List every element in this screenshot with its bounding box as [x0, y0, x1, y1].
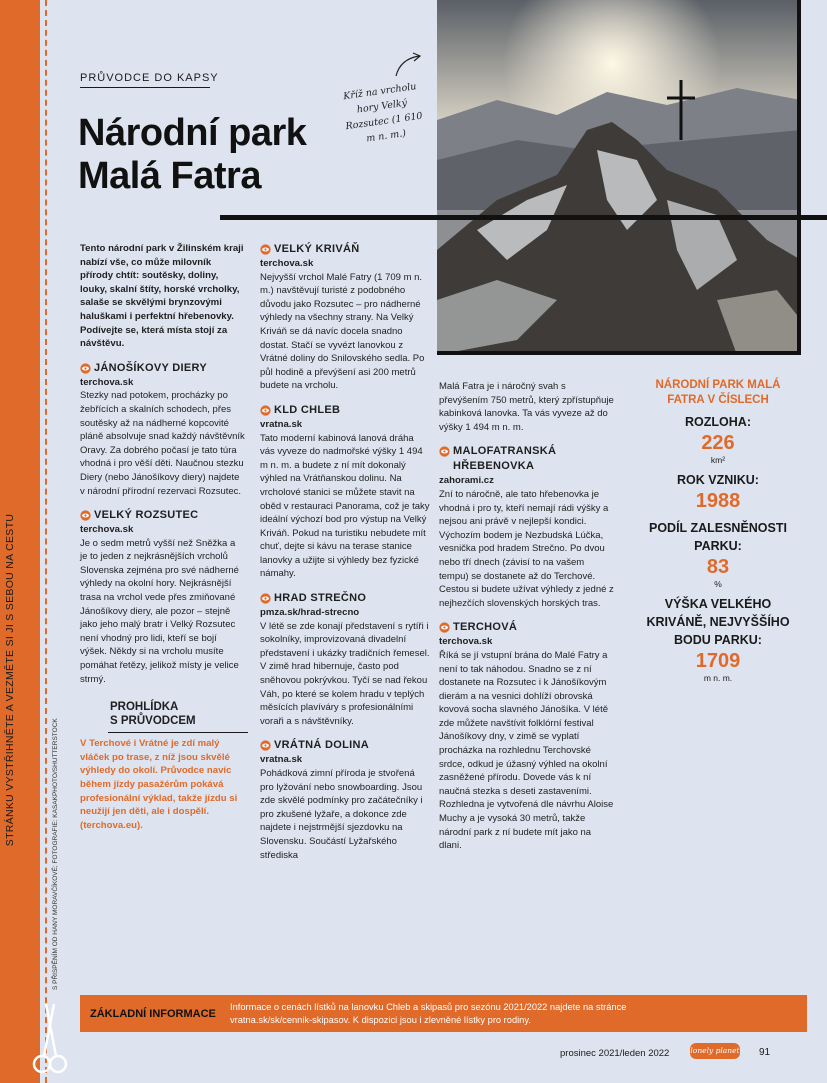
section-hrad-strecno: [260, 591, 430, 728]
tour-text: V Terchové i Vrátné je zdí malý vláček po trase, z níž jsou skvělé výhledy do okolí. Průvodce navíc během jízdy pasažérům pokává profesionální výklad, takže jízdu si neužijí jen děti, ale i dospělí. (terchova.eu).: [80, 738, 238, 831]
section-url[interactable]: vratna.sk: [260, 754, 303, 766]
info-label: ZÁKLADNÍ INFORMACE: [90, 1007, 216, 1020]
header-rule: [220, 215, 827, 220]
stat-highest-point: VÝŠKA VELKÉHO KRIVÁNĚ, NEJVYŠŠÍHO BODU PARKU: 1709 m n. m.: [646, 597, 790, 683]
eye-icon: [260, 740, 271, 751]
section-text: Tato moderní kabinová lanová dráha vás vyveze do nadmořské výšky 1 494 m n. m. a budete z ní mít dokonalý výhled na Vrátňanskou dolinu. Na vrcholové stanici se můžete stavit na oběd v restauraci Panorama, což je taky ideální výchozí bod pro výstup na Velký Kriváň. Pokud na turistiku nebudete mít chuť, dejte si kávu na terase stanice lanovky a užijte si výhledy bez fyzické námahy.: [260, 432, 430, 580]
section-text: Stezky nad potokem, procházky po žebřících a skalních schodech, přes soutěsky až na nádherné kopcovité pláně absolvuje snad každý návštěvník Oravy. Za dobrého počasí je tato túra vhodná i pro věší děti. Naučnou stezku Diery (nebo Jánošíkovy diery) najdete v národní přírodní rezervaci Rozsutec.: [80, 390, 245, 497]
section-url[interactable]: terchova.sk: [80, 376, 134, 388]
park-stats: [642, 378, 794, 683]
cut-out-instruction: STRÁNKU VYSTŘIHNĚTE A VEZMĚTE SI JI S SEBOU NA CESTU: [4, 513, 16, 847]
mountain-summit-image: [437, 0, 801, 355]
section-title: HRAD STREČNO: [274, 592, 367, 605]
stats-heading: NÁRODNÍ PARK MALÁ FATRA V ČÍSLECH: [655, 379, 781, 406]
kicker: PRŮVODCE DO KAPSY: [80, 72, 219, 84]
intro-text: Tento národní park v Žilinském kraji nabízí vše, co může milovník přírody chtít: soutěsky, doliny, louky, skalní štíty, horské vrcholky, salaše se skvělými brynzovými haluškami i perfektní hřebenovky. Podívejte se, která místa stojí za návštěvu.: [80, 243, 244, 350]
column-1: [80, 242, 245, 832]
section-title: MALOFATRANSKÁ HŘEBENOVKA: [453, 445, 557, 473]
tour-title: PROHLÍDKA S PRŮVODCEM: [110, 701, 196, 728]
eye-icon: [260, 405, 271, 416]
section-velky-rozsutec: [80, 508, 245, 686]
section-title: JÁNOŠÍKOVY DIERY: [94, 361, 207, 374]
kicker-underline: [80, 87, 210, 88]
photo-caption: Kříž na vrcholu hory Velký Rozsutec (1 610 m n. m.): [342, 81, 424, 145]
eye-icon: [439, 622, 450, 633]
section-text: Je o sedm metrů vyšší než Sněžka a je to jeden z nejkrásnějších vrcholů Slovenska zejména pro své nádherné výhledy na okolní hory. Nejkrásnější trasa na vrchol vede přes zmiňované Jánošíkovy diery, ale pozor – stejně jako jeho malý bratr i Velký Rozsutec není vhodný pro lidi, kteří se bojí výšek. Někdy si na vrcholu musíte pomáhat řetězy, jelikož místy je velice strmý.: [80, 537, 239, 685]
tour-link[interactable]: (terchova.eu).: [80, 819, 143, 831]
section-text: Zní to náročně, ale tato hřebenovka je vhodná i pro ty, kteří nemají rádi výšky a nejsou ani právě v nejlepší kondici. Výchozím bodem je Nezbudská Lúčka, vesnička pod hradem Strečno. Po dvou nebo tří dnech (závisí to na vašem tempu) se dostanete až do Terchové. Cestou si budete užívat výhledy z jedné z nejhezčích slovenských horských tras.: [439, 488, 614, 609]
section-url[interactable]: zahorami.cz: [439, 475, 494, 487]
basic-info-bar: [80, 995, 807, 1032]
stat-founded: ROK VZNIKU: 1988: [677, 473, 759, 512]
eye-icon: [80, 363, 91, 374]
section-url[interactable]: terchova.sk: [80, 524, 134, 536]
stat-forest-share: PODÍL ZALESNĚNOSTI PARKU: 83 %: [649, 521, 787, 589]
section-vratna-dolina: [260, 738, 430, 862]
stat-area: ROZLOHA: 226 km²: [685, 415, 751, 465]
photo-credit: S PŘISPĚNÍM OD HANY MORAVČÍKOVÉ; FOTOGRAFIE: KASAKPHOTO/SHUTTERSTOCK: [52, 718, 59, 990]
continued-text: Malá Fatra je i náročný svah s převýšením 750 metrů, který zpřístupňuje kabinková lanovka. Ta vás vyveze až do výšky 1 494 m n. m.: [439, 381, 614, 433]
section-url[interactable]: terchova.sk: [260, 258, 314, 269]
section-text: Pohádková zimní příroda je stvořená pro lyžování nebo snowboarding. Jsou zde skvělé podmínky pro začátečníky i pro zkušené lyžaře, a dokonce zde najdete i nejstrmější sjezdovku na Slovensku. Součástí Lyžařského střediska: [260, 768, 423, 861]
tour-rule: [108, 732, 248, 733]
guided-tour-box: [80, 700, 245, 832]
section-text: V létě se zde konají představení s rytíři i sokolníky, improvizovaná divadelní představení i ukázky tradičních řemesel. V zimě hrad hibernuje, často pod sněhovou pokrývkou. Tyčí se nad řekou Váh, po které se kolem hradu v teplých měsících plavíváry s profesionálními voraři a s návštěvníky.: [260, 620, 430, 727]
page-title: Národní park Malá Fatra: [78, 112, 307, 197]
page-number: 91: [759, 1047, 771, 1058]
scissors-icon: [30, 1000, 70, 1078]
section-text: Říká se jí vstupní brána do Malé Fatry a není to tak náhodou. Snadno se z ní dostanete na Rozsutec i k Jánošíkovým dierám a na vesnici dohlíží obrovská kovová socha slavného Jánošíka. V létě zde můžete navštívit folklórní festival Jánošíkovy dny, v zimě se vyplatí procházka na rozhlednu Terchovské srdce, odkud je úžasný výhled na okolní zasněžené přírodu. Dovede vás k ní naučná stezka s deseti zastaveními. Rozhledna je vytvořená dle návrhu Aloise Muchy a je vysoká 30 metrů, takže národní park z ní budete mít jako na dlani.: [439, 649, 614, 852]
mountain-photo: [437, 0, 801, 355]
info-text: Informace o cenách lístků na lanovku Chleb a skipasů pro sezónu 2021/2022 najdete na stránce vratna.sk/sk/cennik-skipasov. K dispozici jsou i zlevněné lístky pro rodiny.: [230, 1001, 627, 1025]
section-url[interactable]: vratna.sk: [260, 418, 303, 430]
section-terchova: [439, 620, 614, 853]
eye-icon: [260, 593, 271, 604]
column-3: [439, 380, 614, 853]
section-malofatranska-hrebenovka: [439, 444, 614, 610]
eye-icon: [439, 446, 450, 457]
section-text: Nejvyšší vrchol Malé Fatry (1 709 m n. m.) navštěvují turisté z podobného důvodu jako Rozsutec – pro nádherné výhledy na všechny strany. Na Velký Kriváň se dá navíc docela snadno dostat. Stačí se vyvézt lanovkou z Vrátné doliny do Snilovského sedla. Po půl hodině a převýšení asi 200 metrů budete na vrcholu.: [260, 271, 425, 392]
section-url[interactable]: terchova.sk: [439, 636, 493, 648]
arrow-icon: [393, 52, 423, 78]
section-title: VELKÝ ROZSUTEC: [94, 509, 199, 522]
section-velky-krivan: [260, 242, 430, 393]
section-janosikovy-diery: [80, 361, 245, 498]
lonely-planet-logo: lonely planet: [690, 1043, 740, 1059]
eye-icon: [260, 244, 271, 255]
section-title: KLD CHLEB: [274, 403, 341, 416]
cut-line: [45, 0, 47, 1083]
section-title: TERCHOVÁ: [453, 621, 518, 634]
section-title: VELKÝ KRIVÁŇ: [274, 243, 360, 255]
section-kld-chleb: [260, 403, 430, 581]
section-url[interactable]: pmza.sk/hrad-strecno: [260, 607, 360, 619]
section-title: VRÁTNÁ DOLINA: [274, 739, 369, 752]
column-2: [260, 242, 430, 862]
eye-icon: [80, 510, 91, 521]
issue-date: prosinec 2021/leden 2022: [560, 1048, 670, 1059]
